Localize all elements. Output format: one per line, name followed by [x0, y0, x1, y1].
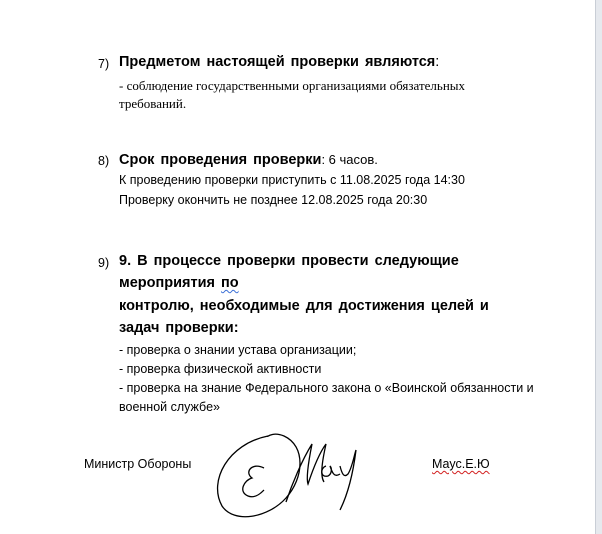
handwritten-signature — [208, 426, 368, 526]
item-8-line-2: Проверку окончить не позднее 12.08.2025 года 20:30 — [119, 193, 428, 207]
item-9-line-2: - проверка физической активности — [119, 362, 322, 376]
item-7-line-1: - соблюдение государственными организациями обязательных — [119, 78, 466, 93]
item-9-heading-line-1: 9. В процессе проверки провести следующие — [119, 253, 459, 269]
item-8-title: Срок проведения проверки: 6 часов. — [119, 152, 378, 168]
item-9-line-1: - проверка о знании устава организации; — [119, 343, 357, 357]
page-edge-scrollbar — [595, 0, 602, 534]
item-9-heading-line-4: задач проверки: — [119, 320, 239, 336]
item-7-line-2: требований. — [119, 96, 187, 111]
item-9-line-3: - проверка на знание Федерального закона о «Воинской обязанности и — [119, 381, 534, 395]
item-9-heading-line-3: контролю, необходимые для достижения целей и — [119, 298, 489, 314]
signature-position: Министр Обороны — [84, 457, 192, 471]
item-8-line-1: К проведению проверки приступить с 11.08.2025 года 14:30 — [119, 173, 465, 187]
item-8-number: 8) — [98, 154, 110, 168]
item-9-line-4: военной службе» — [119, 400, 220, 414]
item-7-title: Предметом настоящей проверки являются: — [119, 54, 440, 70]
item-7-number: 7) — [98, 57, 110, 71]
item-9-heading-line-2: мероприятия по — [119, 275, 239, 291]
signature-name: Маус.Е.Ю — [432, 457, 490, 471]
item-9-number: 9) — [98, 256, 110, 270]
